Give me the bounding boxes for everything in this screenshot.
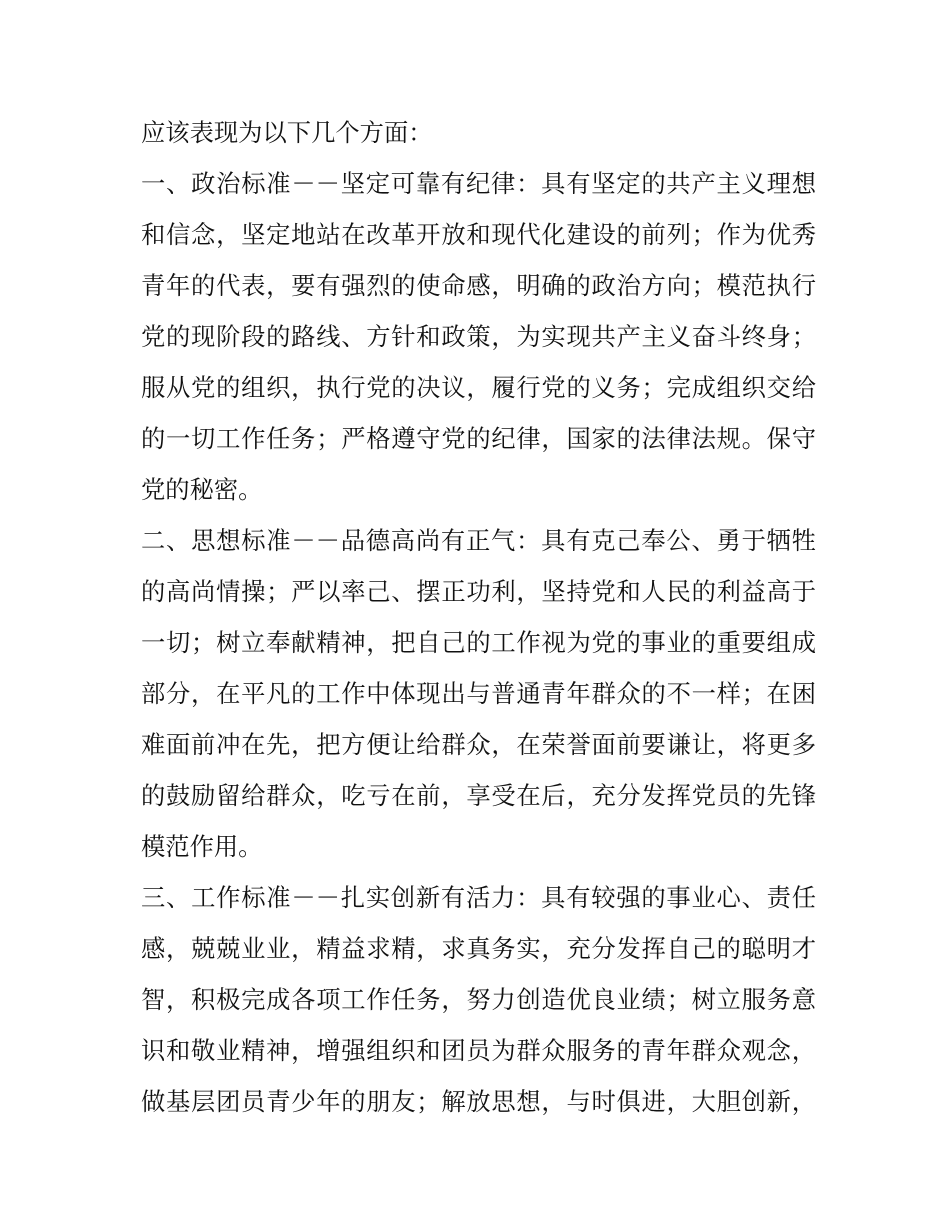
section-work-line-4: 识和敬业精神，增强组织和团员为群众服务的青年群众观念， xyxy=(141,1036,816,1065)
section-political-line-2: 和信念，坚定地站在改革开放和现代化建设的前列；作为优秀 xyxy=(141,220,816,249)
section-political-line-1: 一、政治标准－－坚定可靠有纪律：具有坚定的共产主义理想 xyxy=(141,169,816,198)
section-political-line-5: 服从党的组织，执行党的决议，履行党的义务；完成组织交给 xyxy=(141,373,816,402)
section-work-line-3: 智，积极完成各项工作任务，努力创造优良业绩；树立服务意 xyxy=(141,985,816,1014)
section-political-line-3: 青年的代表，要有强烈的使命感，明确的政治方向；模范执行 xyxy=(141,271,816,300)
section-political-line-7: 党的秘密。 xyxy=(141,475,263,504)
section-work-line-1: 三、工作标准－－扎实创新有活力：具有较强的事业心、责任 xyxy=(141,883,816,912)
section-political-line-4: 党的现阶段的路线、方针和政策，为实现共产主义奋斗终身； xyxy=(141,322,816,351)
section-ideological-line-5: 难面前冲在先，把方便让给群众，在荣誉面前要谦让，将更多 xyxy=(141,730,816,759)
intro-line: 应该表现为以下几个方面： xyxy=(141,118,433,147)
section-work-line-2: 感，兢兢业业，精益求精，求真务实，充分发挥自己的聪明才 xyxy=(141,934,816,963)
document-body xyxy=(141,107,816,1127)
section-ideological-line-7: 模范作用。 xyxy=(141,832,263,861)
section-ideological-line-6: 的鼓励留给群众，吃亏在前，享受在后，充分发挥党员的先锋 xyxy=(141,781,816,810)
section-ideological-line-1: 二、思想标准－－品德高尚有正气：具有克己奉公、勇于牺牲 xyxy=(141,526,816,555)
section-ideological-line-2: 的高尚情操；严以率己、摆正功利，坚持党和人民的利益高于 xyxy=(141,577,816,606)
section-political-line-6: 的一切工作任务；严格遵守党的纪律，国家的法律法规。保守 xyxy=(141,424,816,453)
section-ideological-line-4: 部分，在平凡的工作中体现出与普通青年群众的不一样；在困 xyxy=(141,679,816,708)
section-ideological-line-3: 一切；树立奉献精神，把自己的工作视为党的事业的重要组成 xyxy=(141,628,816,657)
section-work-line-5: 做基层团员青少年的朋友；解放思想，与时俱进，大胆创新， xyxy=(141,1087,816,1116)
